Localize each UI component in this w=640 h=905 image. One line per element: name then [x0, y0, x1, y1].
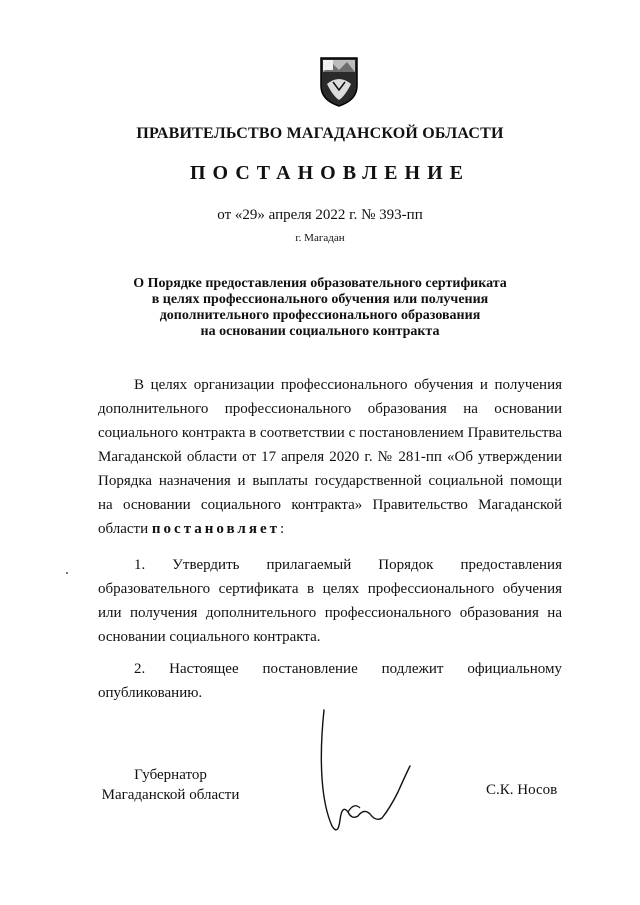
clause-1: 1. Утвердить прилагаемый Порядок предоставления образовательного сертификата в целях профессионального обучения или получения дополнительного профессионального образования на основании социального контракта. [98, 557, 562, 645]
preamble-text: В целях организации профессионального обучения и получения дополнительного профессионального образования на основании социального контракта в соответствии с постановлением Правительства Магаданской области от 17 апреля 2020 г. № 281-пп «Об утверждении Порядка назначения и выплаты государственной социальной помощи на основании социального контракта» Правительство Магаданской области [98, 377, 562, 537]
government-name: ПРАВИТЕЛЬСТВО МАГАДАНСКОЙ ОБЛАСТИ [136, 125, 504, 142]
preamble-end: : [280, 521, 285, 537]
position-line: Губернатор [134, 767, 207, 783]
signatory-name: С.К. Носов [486, 782, 558, 798]
document-type: ПОСТАНОВЛЕНИЕ [190, 162, 470, 184]
document-date-number: от «29» апреля 2022 г. № 393-пп [217, 207, 423, 223]
title-line: О Порядке предоставления образовательного сертификата [133, 276, 507, 291]
title-line: дополнительного профессионального образования [159, 308, 481, 323]
preamble-paragraph [98, 373, 562, 541]
clause-2: 2. Настоящее постановление подлежит официальному опубликованию. [98, 661, 562, 701]
document-city: г. Магадан [295, 232, 345, 244]
title-line: в целях профессионального обучения или получения [151, 292, 489, 307]
title-line: на основании социального контракта [200, 324, 440, 339]
scan-speck [66, 572, 68, 574]
resolves-word: постановляет [151, 521, 280, 537]
coat-of-arms-icon [319, 56, 359, 108]
signatory-position [98, 765, 243, 805]
document-title [0, 276, 640, 340]
signature-icon [318, 708, 418, 838]
position-line: Магаданской области [101, 787, 240, 803]
